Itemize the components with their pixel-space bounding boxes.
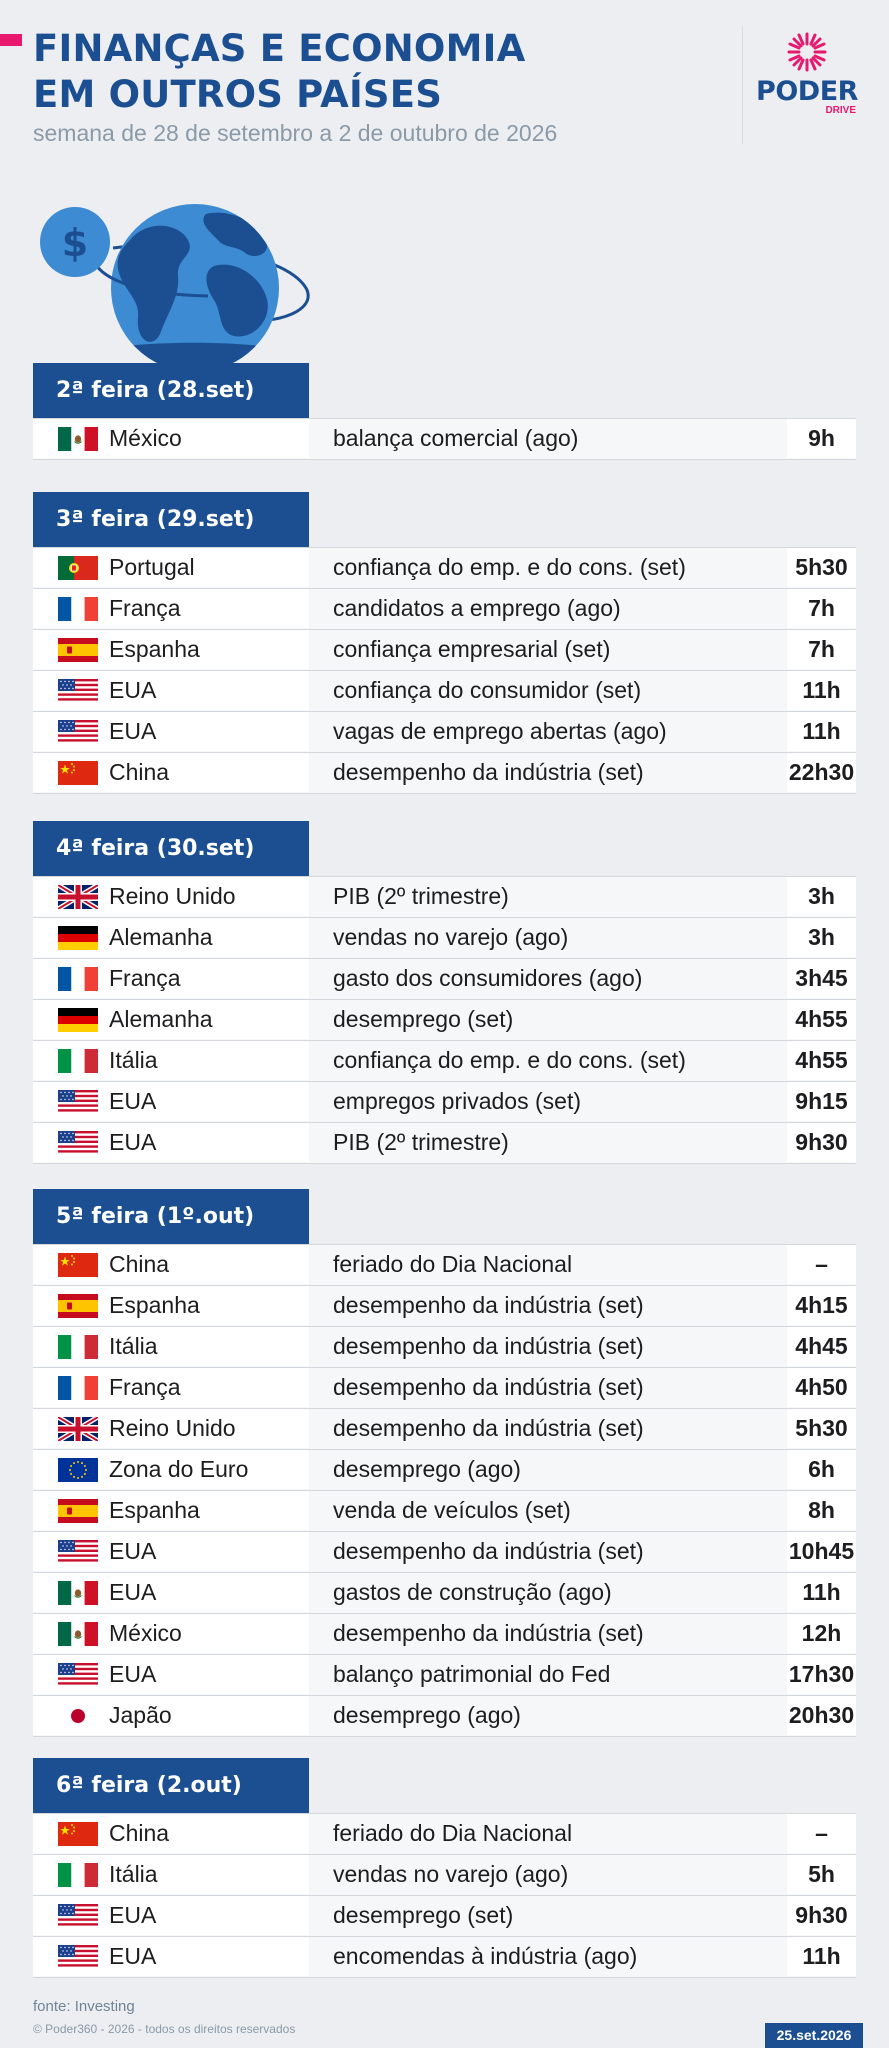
- day-header: 5ª feira (1º.out): [33, 1189, 309, 1244]
- event-cell: [310, 877, 786, 916]
- event-name: confiança empresarial (set): [333, 636, 611, 662]
- country-cell: [33, 1368, 309, 1407]
- event-cell: [310, 1614, 786, 1653]
- mexico-flag-icon: [58, 1622, 98, 1646]
- germany-flag-icon: [58, 926, 98, 950]
- time-cell: [787, 671, 856, 710]
- title-line-1: FINANÇAS E ECONOMIA: [33, 27, 526, 70]
- event-cell: [310, 589, 786, 628]
- event-cell: [310, 1814, 786, 1853]
- country-name: Zona do Euro: [109, 1456, 249, 1482]
- japan-flag-icon: [58, 1704, 98, 1728]
- country-name: EUA: [109, 718, 157, 744]
- country-cell: [33, 589, 309, 628]
- mexico-flag-icon: [58, 1581, 98, 1605]
- event-name: balança comercial (ago): [333, 425, 579, 451]
- country-cell: [33, 1245, 309, 1284]
- table-row: [33, 1531, 856, 1572]
- time-cell: [787, 1655, 856, 1694]
- day-block: [33, 1758, 856, 1978]
- table-row: [33, 1122, 856, 1164]
- event-time: 11h: [802, 718, 841, 744]
- event-time: 7h: [808, 595, 835, 621]
- time-cell: [787, 1696, 856, 1735]
- event-cell: [310, 1655, 786, 1694]
- event-time: 5h: [808, 1861, 835, 1887]
- country-name: México: [109, 1620, 182, 1646]
- day-block: [33, 821, 856, 1164]
- day-rows: [33, 418, 856, 460]
- eu-flag-icon: [58, 1458, 98, 1482]
- country-name: França: [109, 965, 181, 991]
- country-cell: [33, 1123, 309, 1162]
- event-cell: [310, 1327, 786, 1366]
- event-cell: [310, 1937, 786, 1976]
- event-name: desempenho da indústria (set): [333, 1415, 644, 1441]
- time-cell: [787, 1614, 856, 1653]
- event-time: 11h: [802, 1579, 841, 1605]
- france-flag-icon: [58, 1376, 98, 1400]
- event-name: venda de veículos (set): [333, 1497, 571, 1523]
- event-name: desemprego (ago): [333, 1456, 521, 1482]
- logo-burst-icon: [785, 30, 829, 74]
- event-name: desempenho da indústria (set): [333, 1374, 644, 1400]
- table-row: [33, 958, 856, 999]
- time-cell: [787, 548, 856, 587]
- country-cell: [33, 918, 309, 957]
- usa-flag-icon: [58, 679, 98, 703]
- time-cell: [787, 589, 856, 628]
- event-name: vendas no varejo (ago): [333, 1861, 569, 1887]
- event-cell: [310, 753, 786, 792]
- usa-flag-icon: [58, 720, 98, 744]
- table-row: [33, 1613, 856, 1654]
- spain-flag-icon: [58, 1499, 98, 1523]
- table-row: [33, 629, 856, 670]
- time-cell: [787, 1896, 856, 1935]
- country-cell: [33, 548, 309, 587]
- event-time: 6h: [808, 1456, 835, 1482]
- event-cell: [310, 1532, 786, 1571]
- country-name: Reino Unido: [109, 883, 236, 909]
- logo-divider: [742, 26, 743, 144]
- event-cell: [310, 918, 786, 957]
- italy-flag-icon: [58, 1335, 98, 1359]
- table-row: [33, 670, 856, 711]
- page-title: [33, 26, 525, 118]
- event-name: PIB (2º trimestre): [333, 1129, 509, 1155]
- table-row: [33, 588, 856, 629]
- day-rows: [33, 1813, 856, 1978]
- time-cell: [787, 1855, 856, 1894]
- table-row: [33, 1408, 856, 1449]
- table-row: [33, 1326, 856, 1367]
- country-cell: [33, 671, 309, 710]
- country-name: EUA: [109, 1902, 157, 1928]
- table-row: [33, 711, 856, 752]
- table-row: [33, 1854, 856, 1895]
- globe-dollar-icon: [38, 200, 318, 370]
- event-name: desemprego (ago): [333, 1702, 521, 1728]
- event-name: desempenho da indústria (set): [333, 759, 644, 785]
- country-name: China: [109, 1820, 170, 1846]
- country-cell: [33, 1814, 309, 1853]
- table-row: [33, 1285, 856, 1326]
- country-name: Alemanha: [109, 1006, 213, 1032]
- country-name: EUA: [109, 1538, 157, 1564]
- time-cell: [787, 959, 856, 998]
- event-cell: [310, 1041, 786, 1080]
- event-name: balanço patrimonial do Fed: [333, 1661, 611, 1687]
- country-name: EUA: [109, 1943, 157, 1969]
- svg-text:$: $: [61, 221, 89, 265]
- time-cell: [787, 753, 856, 792]
- event-time: –: [815, 1251, 828, 1277]
- event-cell: [310, 959, 786, 998]
- time-cell: [787, 419, 856, 458]
- table-row: [33, 1936, 856, 1978]
- event-time: 8h: [808, 1497, 835, 1523]
- country-name: Espanha: [109, 1497, 200, 1523]
- usa-flag-icon: [58, 1904, 98, 1928]
- event-time: 9h30: [795, 1129, 848, 1155]
- event-time: 11h: [802, 1943, 841, 1969]
- event-time: 4h55: [795, 1047, 848, 1073]
- event-cell: [310, 630, 786, 669]
- time-cell: [787, 1937, 856, 1976]
- day-block: [33, 363, 856, 460]
- time-cell: [787, 1000, 856, 1039]
- country-cell: [33, 1855, 309, 1894]
- event-name: feriado do Dia Nacional: [333, 1251, 573, 1277]
- country-cell: [33, 1327, 309, 1366]
- uk-flag-icon: [58, 885, 98, 909]
- table-row: [33, 1572, 856, 1613]
- usa-flag-icon: [58, 1540, 98, 1564]
- day-block: [33, 492, 856, 794]
- event-name: feriado do Dia Nacional: [333, 1820, 573, 1846]
- event-time: 3h45: [795, 965, 848, 991]
- table-row: [33, 1081, 856, 1122]
- day-rows: [33, 547, 856, 794]
- event-name: vagas de emprego abertas (ago): [333, 718, 667, 744]
- country-cell: [33, 1409, 309, 1448]
- country-cell: [33, 1532, 309, 1571]
- event-name: PIB (2º trimestre): [333, 883, 509, 909]
- country-name: Portugal: [109, 554, 195, 580]
- event-cell: [310, 671, 786, 710]
- country-cell: [33, 1450, 309, 1489]
- event-name: desemprego (set): [333, 1006, 514, 1032]
- italy-flag-icon: [58, 1049, 98, 1073]
- country-cell: [33, 1491, 309, 1530]
- accent-mark: [0, 34, 22, 46]
- day-header: 3ª feira (29.set): [33, 492, 309, 547]
- event-cell: [310, 1896, 786, 1935]
- event-cell: [310, 1000, 786, 1039]
- time-cell: [787, 877, 856, 916]
- germany-flag-icon: [58, 1008, 98, 1032]
- table-row: [33, 1813, 856, 1854]
- poder-drive-logo: [752, 30, 862, 122]
- table-row: [33, 1895, 856, 1936]
- table-row: [33, 1695, 856, 1737]
- table-row: [33, 1654, 856, 1695]
- time-cell: [787, 1814, 856, 1853]
- event-time: 12h: [801, 1620, 842, 1646]
- france-flag-icon: [58, 967, 98, 991]
- event-cell: [310, 419, 786, 458]
- event-name: confiança do emp. e do cons. (set): [333, 554, 686, 580]
- country-cell: [33, 877, 309, 916]
- time-cell: [787, 918, 856, 957]
- portugal-flag-icon: [58, 556, 98, 580]
- usa-flag-icon: [58, 1131, 98, 1155]
- day-rows: [33, 1244, 856, 1737]
- event-time: 4h50: [795, 1374, 848, 1400]
- time-cell: [787, 1041, 856, 1080]
- time-cell: [787, 1327, 856, 1366]
- country-name: EUA: [109, 1088, 157, 1114]
- country-cell: [33, 753, 309, 792]
- country-cell: [33, 712, 309, 751]
- event-cell: [310, 548, 786, 587]
- table-row: [33, 876, 856, 917]
- event-time: 4h45: [795, 1333, 848, 1359]
- event-cell: [310, 1491, 786, 1530]
- event-time: 10h45: [788, 1538, 855, 1564]
- logo-sub: DRIVE: [825, 105, 856, 116]
- event-time: 22h30: [788, 759, 855, 785]
- china-flag-icon: [58, 761, 98, 785]
- event-time: 9h: [808, 425, 835, 451]
- spain-flag-icon: [58, 638, 98, 662]
- title-line-2: EM OUTROS PAÍSES: [33, 73, 443, 116]
- event-time: 20h30: [788, 1702, 855, 1728]
- country-name: Reino Unido: [109, 1415, 236, 1441]
- time-cell: [787, 1245, 856, 1284]
- usa-flag-icon: [58, 1090, 98, 1114]
- event-time: 9h15: [795, 1088, 848, 1114]
- usa-flag-icon: [58, 1663, 98, 1687]
- table-row: [33, 999, 856, 1040]
- day-rows: [33, 876, 856, 1164]
- event-time: 9h30: [795, 1902, 848, 1928]
- event-time: 5h30: [795, 554, 848, 580]
- event-name: confiança do consumidor (set): [333, 677, 642, 703]
- table-row: [33, 418, 856, 460]
- spain-flag-icon: [58, 1294, 98, 1318]
- china-flag-icon: [58, 1822, 98, 1846]
- copyright: © Poder360 - 2026 - todos os direitos reservados: [33, 2022, 296, 2036]
- day-header: 2ª feira (28.set): [33, 363, 309, 418]
- event-name: desempenho da indústria (set): [333, 1620, 644, 1646]
- event-time: 3h: [808, 883, 835, 909]
- day-header: 4ª feira (30.set): [33, 821, 309, 876]
- event-name: desemprego (set): [333, 1902, 514, 1928]
- page-subtitle: semana de 28 de setembro a 2 de outubro de 2026: [33, 120, 558, 146]
- event-time: –: [815, 1820, 828, 1846]
- country-cell: [33, 1896, 309, 1935]
- country-name: México: [109, 425, 182, 451]
- country-name: Japão: [109, 1702, 172, 1728]
- country-cell: [33, 1655, 309, 1694]
- event-name: encomendas à indústria (ago): [333, 1943, 638, 1969]
- country-cell: [33, 1041, 309, 1080]
- china-flag-icon: [58, 1253, 98, 1277]
- country-name: EUA: [109, 1129, 157, 1155]
- country-cell: [33, 1937, 309, 1976]
- event-time: 5h30: [795, 1415, 848, 1441]
- country-cell: [33, 1573, 309, 1612]
- event-cell: [310, 1409, 786, 1448]
- country-cell: [33, 1696, 309, 1735]
- usa-flag-icon: [58, 1945, 98, 1969]
- event-cell: [310, 1573, 786, 1612]
- country-name: China: [109, 1251, 170, 1277]
- italy-flag-icon: [58, 1863, 98, 1887]
- mexico-flag-icon: [58, 427, 98, 451]
- country-name: Espanha: [109, 636, 200, 662]
- country-name: Alemanha: [109, 924, 213, 950]
- uk-flag-icon: [58, 1417, 98, 1441]
- event-time: 3h: [808, 924, 835, 950]
- event-time: 11h: [802, 677, 841, 703]
- event-time: 4h15: [795, 1292, 848, 1318]
- event-name: gasto dos consumidores (ago): [333, 965, 643, 991]
- event-cell: [310, 1123, 786, 1162]
- event-name: candidatos a emprego (ago): [333, 595, 621, 621]
- table-row: [33, 917, 856, 958]
- country-name: China: [109, 759, 170, 785]
- country-cell: [33, 1286, 309, 1325]
- event-cell: [310, 1696, 786, 1735]
- day-header: 6ª feira (2.out): [33, 1758, 309, 1813]
- time-cell: [787, 1286, 856, 1325]
- country-cell: [33, 1614, 309, 1653]
- country-name: Itália: [109, 1861, 158, 1887]
- time-cell: [787, 630, 856, 669]
- event-name: gastos de construção (ago): [333, 1579, 612, 1605]
- table-row: [33, 1244, 856, 1285]
- day-block: [33, 1189, 856, 1737]
- event-name: desempenho da indústria (set): [333, 1333, 644, 1359]
- table-row: [33, 1449, 856, 1490]
- table-row: [33, 547, 856, 588]
- time-cell: [787, 1409, 856, 1448]
- country-name: França: [109, 595, 181, 621]
- country-cell: [33, 1082, 309, 1121]
- country-name: Espanha: [109, 1292, 200, 1318]
- event-time: 17h30: [788, 1661, 855, 1687]
- event-cell: [310, 1368, 786, 1407]
- logo-brand: PODER: [756, 76, 858, 107]
- time-cell: [787, 1573, 856, 1612]
- country-cell: [33, 630, 309, 669]
- date-badge: 25.set.2026: [765, 2023, 863, 2048]
- event-cell: [310, 1286, 786, 1325]
- country-cell: [33, 1000, 309, 1039]
- country-name: EUA: [109, 1579, 157, 1605]
- event-name: vendas no varejo (ago): [333, 924, 569, 950]
- time-cell: [787, 1491, 856, 1530]
- table-row: [33, 1040, 856, 1081]
- event-name: empregos privados (set): [333, 1088, 581, 1114]
- country-name: Itália: [109, 1333, 158, 1359]
- country-name: França: [109, 1374, 181, 1400]
- time-cell: [787, 1450, 856, 1489]
- event-name: desempenho da indústria (set): [333, 1292, 644, 1318]
- event-name: confiança do emp. e do cons. (set): [333, 1047, 686, 1073]
- time-cell: [787, 712, 856, 751]
- time-cell: [787, 1123, 856, 1162]
- event-cell: [310, 1450, 786, 1489]
- event-time: 7h: [808, 636, 835, 662]
- table-row: [33, 1490, 856, 1531]
- event-time: 4h55: [795, 1006, 848, 1032]
- table-row: [33, 1367, 856, 1408]
- country-name: EUA: [109, 677, 157, 703]
- country-cell: [33, 419, 309, 458]
- time-cell: [787, 1532, 856, 1571]
- country-name: Itália: [109, 1047, 158, 1073]
- france-flag-icon: [58, 597, 98, 621]
- time-cell: [787, 1368, 856, 1407]
- time-cell: [787, 1082, 856, 1121]
- event-cell: [310, 712, 786, 751]
- event-cell: [310, 1245, 786, 1284]
- table-row: [33, 752, 856, 794]
- source-note: fonte: Investing: [33, 1998, 135, 2015]
- event-cell: [310, 1082, 786, 1121]
- event-name: desempenho da indústria (set): [333, 1538, 644, 1564]
- event-cell: [310, 1855, 786, 1894]
- country-cell: [33, 959, 309, 998]
- country-name: EUA: [109, 1661, 157, 1687]
